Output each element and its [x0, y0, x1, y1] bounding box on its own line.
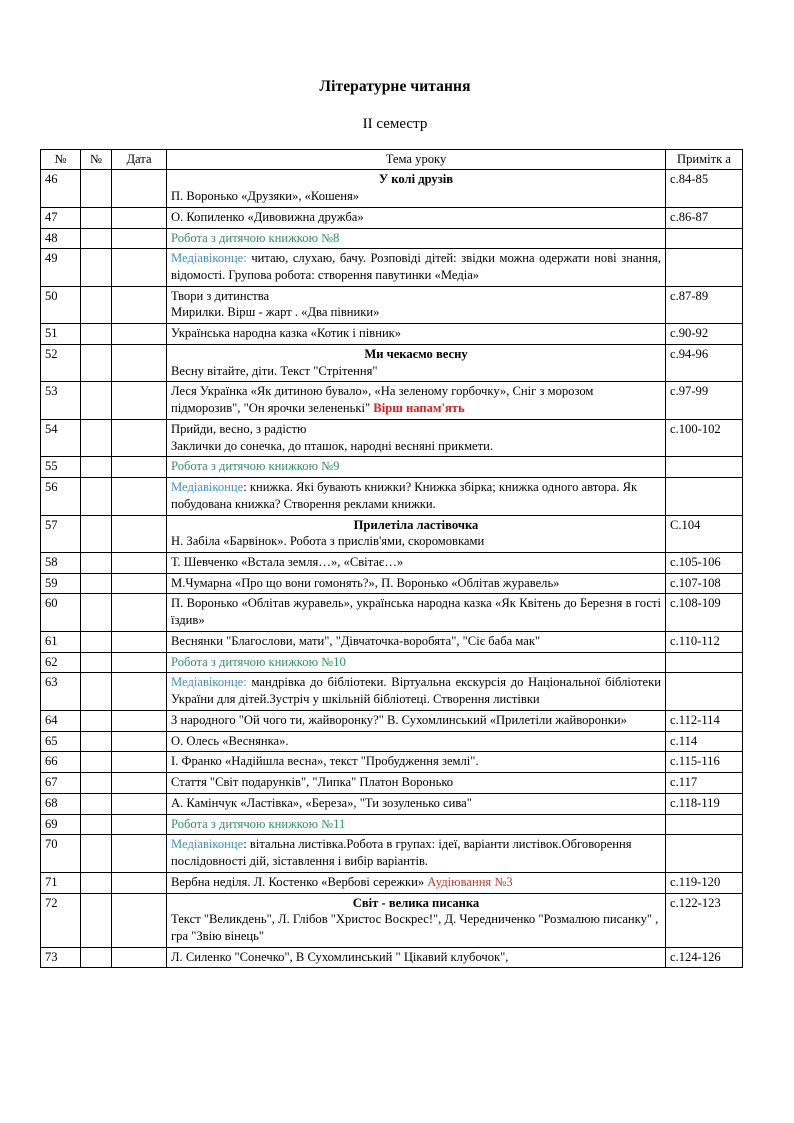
- book-work-label: Робота з дитячою книжкою №9: [171, 459, 340, 474]
- topic-text: Н. Забіла «Барвінок». Робота з прислів'ями, скоромовками: [171, 534, 485, 549]
- page-subtitle: II семестр: [362, 115, 428, 132]
- cell-secondary-number: [81, 515, 112, 552]
- topic-text: [171, 250, 661, 283]
- cell-secondary-number: [81, 673, 112, 710]
- cell-topic: [167, 419, 666, 456]
- book-work-label: Робота з дитячою книжкою №8: [171, 230, 340, 245]
- topic-text: О. Копиленко «Дивовижна дружба»: [171, 209, 364, 224]
- media-window-label: Медіавіконце: [171, 480, 244, 495]
- cell-pages-note: с.94-96: [666, 344, 743, 381]
- cell-lesson-number: 72: [41, 893, 81, 947]
- cell-lesson-number: 64: [41, 710, 81, 731]
- topic-text-segment: Леся Українка «Як дитиною бувало», «На зеленому горбочку», Сніг з морозом підморозив", "Он ярочки зелененькі": [171, 384, 594, 416]
- table-row: [41, 773, 743, 794]
- cell-secondary-number: [81, 752, 112, 773]
- topic-text: Українська народна казка «Котик і півник»: [171, 326, 402, 341]
- cell-pages-note: с.124-126: [666, 947, 743, 968]
- cell-topic: [167, 553, 666, 574]
- cell-topic: [167, 207, 666, 228]
- topic-text: Заклички до сонечка, до пташок, народні весняні прикмети.: [171, 438, 494, 453]
- cell-topic: [167, 249, 666, 286]
- cell-lesson-number: 48: [41, 228, 81, 249]
- cell-pages-note: [666, 228, 743, 249]
- cell-date: [112, 814, 167, 835]
- topic-text: Веснянки "Благослови, мати", "Дівчаточка-воробята", "Сіє баба мак": [171, 633, 541, 648]
- topic-section-heading: Ми чекаємо весну: [364, 346, 468, 361]
- cell-date: [112, 710, 167, 731]
- cell-lesson-number: 56: [41, 478, 81, 515]
- cell-secondary-number: [81, 652, 112, 673]
- cell-date: [112, 573, 167, 594]
- column-header-topic: Тема уроку: [167, 149, 666, 170]
- cell-topic: [167, 793, 666, 814]
- table-row: [41, 515, 743, 552]
- cell-topic: [167, 872, 666, 893]
- cell-pages-note: с.84-85: [666, 170, 743, 207]
- topic-text: Стаття "Світ подарунків", "Липка" Платон Воронько: [171, 775, 454, 790]
- cell-date: [112, 893, 167, 947]
- cell-secondary-number: [81, 594, 112, 631]
- cell-date: [112, 344, 167, 381]
- cell-pages-note: [666, 652, 743, 673]
- table-row: [41, 207, 743, 228]
- cell-lesson-number: 67: [41, 773, 81, 794]
- cell-pages-note: с.105-106: [666, 553, 743, 574]
- cell-lesson-number: 65: [41, 731, 81, 752]
- cell-topic: [167, 752, 666, 773]
- topic-text: [171, 383, 661, 416]
- table-row: [41, 814, 743, 835]
- column-header-date: Дата: [112, 149, 167, 170]
- cell-secondary-number: [81, 286, 112, 323]
- table-row: [41, 710, 743, 731]
- cell-secondary-number: [81, 344, 112, 381]
- topic-text: [171, 874, 661, 891]
- topic-text-segment: : вітальна листівка.Робота в групах: ідеї, варіанти листівок.Обговорення послідовності дій, зіставлення і вибір варіантів.: [171, 837, 632, 869]
- cell-lesson-number: 59: [41, 573, 81, 594]
- cell-date: [112, 478, 167, 515]
- table-body: [41, 170, 743, 968]
- cell-secondary-number: [81, 478, 112, 515]
- cell-pages-note: [666, 835, 743, 872]
- media-window-label: Медіавіконце: [171, 837, 244, 852]
- cell-secondary-number: [81, 731, 112, 752]
- table-row: [41, 419, 743, 456]
- column-header-num2: №: [81, 149, 112, 170]
- cell-lesson-number: 54: [41, 419, 81, 456]
- cell-lesson-number: 70: [41, 835, 81, 872]
- cell-pages-note: [666, 457, 743, 478]
- cell-date: [112, 773, 167, 794]
- cell-lesson-number: 66: [41, 752, 81, 773]
- cell-secondary-number: [81, 457, 112, 478]
- table-row: [41, 752, 743, 773]
- topic-text: Прийди, весно, з радістю: [171, 421, 307, 436]
- cell-pages-note: [666, 249, 743, 286]
- table-row: [41, 872, 743, 893]
- cell-topic: [167, 731, 666, 752]
- cell-topic: [167, 382, 666, 419]
- cell-lesson-number: 60: [41, 594, 81, 631]
- cell-topic: [167, 324, 666, 345]
- cell-topic: [167, 835, 666, 872]
- cell-lesson-number: 71: [41, 872, 81, 893]
- cell-topic: [167, 344, 666, 381]
- cell-lesson-number: 46: [41, 170, 81, 207]
- topic-text: [171, 836, 661, 869]
- cell-date: [112, 594, 167, 631]
- table-row: [41, 457, 743, 478]
- cell-lesson-number: 55: [41, 457, 81, 478]
- cell-pages-note: с.118-119: [666, 793, 743, 814]
- cell-pages-note: с.110-112: [666, 631, 743, 652]
- table-header-row: [41, 149, 743, 170]
- cell-secondary-number: [81, 249, 112, 286]
- cell-secondary-number: [81, 631, 112, 652]
- cell-date: [112, 673, 167, 710]
- cell-lesson-number: 61: [41, 631, 81, 652]
- cell-pages-note: с.107-108: [666, 573, 743, 594]
- table-row: [41, 478, 743, 515]
- table-row: [41, 652, 743, 673]
- cell-topic: [167, 594, 666, 631]
- cell-pages-note: с.117: [666, 773, 743, 794]
- cell-topic: [167, 710, 666, 731]
- cell-lesson-number: 69: [41, 814, 81, 835]
- cell-lesson-number: 49: [41, 249, 81, 286]
- cell-secondary-number: [81, 872, 112, 893]
- topic-text: Т. Шевченко «Встала земля…», «Світає…»: [171, 555, 404, 570]
- cell-date: [112, 170, 167, 207]
- cell-secondary-number: [81, 207, 112, 228]
- cell-topic: [167, 478, 666, 515]
- topic-text: О. Олесь «Веснянка».: [171, 733, 289, 748]
- cell-pages-note: [666, 478, 743, 515]
- table-row: [41, 228, 743, 249]
- cell-date: [112, 286, 167, 323]
- cell-date: [112, 207, 167, 228]
- topic-text: З народного "Ой чого ти, жайворонку?" В. Сухомлинський «Прилетіли жайворонки»: [171, 712, 627, 727]
- topic-text-segment: мандрівка до бібліотеки. Віртуальна екскурсія до Національної бібліотеки України для дітей.Зустріч у шкільній бібліотеці. Створення листівки: [171, 675, 661, 707]
- topic-section-heading: У колі друзів: [378, 172, 454, 187]
- cell-topic: [167, 631, 666, 652]
- cell-secondary-number: [81, 228, 112, 249]
- cell-topic: [167, 228, 666, 249]
- cell-pages-note: с.90-92: [666, 324, 743, 345]
- topic-highlight: Вірш напам'ять: [373, 401, 465, 416]
- table-row: [41, 286, 743, 323]
- cell-date: [112, 652, 167, 673]
- topic-text: Текст "Великдень", Л. Глібов "Христос Воскрес!", Д. Чередниченко "Розмалюю писанку" , гра "Звію вінець": [171, 912, 659, 943]
- topic-text: Мирилки. Вірш - жарт . «Два півники»: [171, 305, 380, 320]
- topic-section-heading: Прилетіла ластівочка: [353, 517, 479, 532]
- cell-secondary-number: [81, 893, 112, 947]
- cell-date: [112, 553, 167, 574]
- cell-pages-note: С.104: [666, 515, 743, 552]
- cell-lesson-number: 50: [41, 286, 81, 323]
- cell-date: [112, 249, 167, 286]
- cell-pages-note: с.86-87: [666, 207, 743, 228]
- cell-secondary-number: [81, 710, 112, 731]
- topic-text: [171, 479, 661, 512]
- cell-pages-note: с.115-116: [666, 752, 743, 773]
- cell-topic: [167, 773, 666, 794]
- topic-text: М.Чумарна «Про що вони гомонять?», П. Воронько «Облітав журавель»: [171, 575, 560, 590]
- cell-date: [112, 731, 167, 752]
- table-header: [41, 149, 743, 170]
- cell-secondary-number: [81, 793, 112, 814]
- cell-pages-note: с.112-114: [666, 710, 743, 731]
- cell-topic: [167, 947, 666, 968]
- cell-secondary-number: [81, 835, 112, 872]
- cell-date: [112, 515, 167, 552]
- cell-lesson-number: 52: [41, 344, 81, 381]
- cell-lesson-number: 73: [41, 947, 81, 968]
- cell-pages-note: [666, 673, 743, 710]
- cell-pages-note: с.97-99: [666, 382, 743, 419]
- page-title: Літературне читання: [319, 78, 471, 95]
- table-row: [41, 553, 743, 574]
- cell-secondary-number: [81, 814, 112, 835]
- cell-date: [112, 947, 167, 968]
- topic-text: І. Франко «Надійшла весна», текст "Пробудження землі".: [171, 754, 479, 769]
- cell-date: [112, 457, 167, 478]
- cell-topic: [167, 573, 666, 594]
- topic-text: [171, 674, 661, 707]
- cell-pages-note: [666, 814, 743, 835]
- topic-highlight: Аудіювання №3: [427, 874, 513, 889]
- cell-topic: [167, 170, 666, 207]
- topic-text: Весну вітайте, діти. Текст "Стрітення": [171, 363, 378, 378]
- cell-lesson-number: 47: [41, 207, 81, 228]
- cell-secondary-number: [81, 573, 112, 594]
- table-row: [41, 344, 743, 381]
- cell-date: [112, 793, 167, 814]
- cell-topic: [167, 814, 666, 835]
- book-work-label: Робота з дитячою книжкою №10: [171, 654, 346, 669]
- table-row: [41, 947, 743, 968]
- table-row: [41, 573, 743, 594]
- cell-date: [112, 835, 167, 872]
- table-row: [41, 893, 743, 947]
- topic-text: Твори з дитинства: [171, 288, 270, 303]
- column-header-num1: №: [41, 149, 81, 170]
- topic-text: П. Воронько «Облітав журавель», українська народна казка «Як Квітень до Березня в гості їздив»: [171, 596, 661, 628]
- cell-date: [112, 228, 167, 249]
- cell-topic: [167, 893, 666, 947]
- cell-secondary-number: [81, 324, 112, 345]
- cell-lesson-number: 58: [41, 553, 81, 574]
- cell-topic: [167, 286, 666, 323]
- media-window-label: Медіавіконце:: [171, 251, 247, 266]
- cell-pages-note: с.114: [666, 731, 743, 752]
- cell-lesson-number: 57: [41, 515, 81, 552]
- topic-text-segment: читаю, слухаю, бачу. Розповіді дітей: звідки можна одержати нові знання, відомості. Групова робота: створення павутинки «Медіа»: [171, 251, 661, 282]
- cell-pages-note: с.122-123: [666, 893, 743, 947]
- table-row: [41, 594, 743, 631]
- topic-text: П. Воронько «Друзяки», «Кошеня»: [171, 189, 360, 204]
- cell-secondary-number: [81, 947, 112, 968]
- cell-topic: [167, 652, 666, 673]
- topic-text-segment: : книжка. Які бувають книжки? Книжка збірка; книжка одного автора. Як побудована книжка? Створення реклами книжки.: [171, 480, 638, 511]
- cell-lesson-number: 53: [41, 382, 81, 419]
- topic-text-segment: Вербна неділя. Л. Костенко «Вербові сережки»: [171, 874, 428, 889]
- table-row: [41, 382, 743, 419]
- table-row: [41, 631, 743, 652]
- topic-section-heading: Світ - велика писанка: [352, 895, 480, 910]
- cell-pages-note: с.87-89: [666, 286, 743, 323]
- cell-pages-note: с.108-109: [666, 594, 743, 631]
- media-window-label: Медіавіконце:: [171, 675, 247, 690]
- cell-date: [112, 631, 167, 652]
- cell-date: [112, 872, 167, 893]
- cell-lesson-number: 63: [41, 673, 81, 710]
- cell-secondary-number: [81, 773, 112, 794]
- cell-date: [112, 324, 167, 345]
- cell-secondary-number: [81, 419, 112, 456]
- lesson-plan-table: [40, 149, 743, 969]
- cell-pages-note: с.119-120: [666, 872, 743, 893]
- topic-text: А. Камінчук «Ластівка», «Береза», "Ти зозуленько сива": [171, 795, 472, 810]
- column-header-note: Примітк а: [666, 149, 743, 170]
- table-row: [41, 835, 743, 872]
- book-work-label: Робота з дитячою книжкою №11: [171, 816, 346, 831]
- cell-secondary-number: [81, 553, 112, 574]
- cell-topic: [167, 515, 666, 552]
- cell-pages-note: с.100-102: [666, 419, 743, 456]
- cell-secondary-number: [81, 170, 112, 207]
- cell-date: [112, 382, 167, 419]
- cell-topic: [167, 673, 666, 710]
- cell-date: [112, 419, 167, 456]
- cell-lesson-number: 62: [41, 652, 81, 673]
- table-row: [41, 170, 743, 207]
- table-row: [41, 731, 743, 752]
- table-row: [41, 673, 743, 710]
- cell-lesson-number: 51: [41, 324, 81, 345]
- table-row: [41, 793, 743, 814]
- table-row: [41, 324, 743, 345]
- cell-topic: [167, 457, 666, 478]
- table-row: [41, 249, 743, 286]
- cell-lesson-number: 68: [41, 793, 81, 814]
- topic-text: Л. Силенко "Сонечко", В Сухомлинський " Цікавий клубочок",: [171, 949, 509, 964]
- cell-secondary-number: [81, 382, 112, 419]
- cell-date: [112, 752, 167, 773]
